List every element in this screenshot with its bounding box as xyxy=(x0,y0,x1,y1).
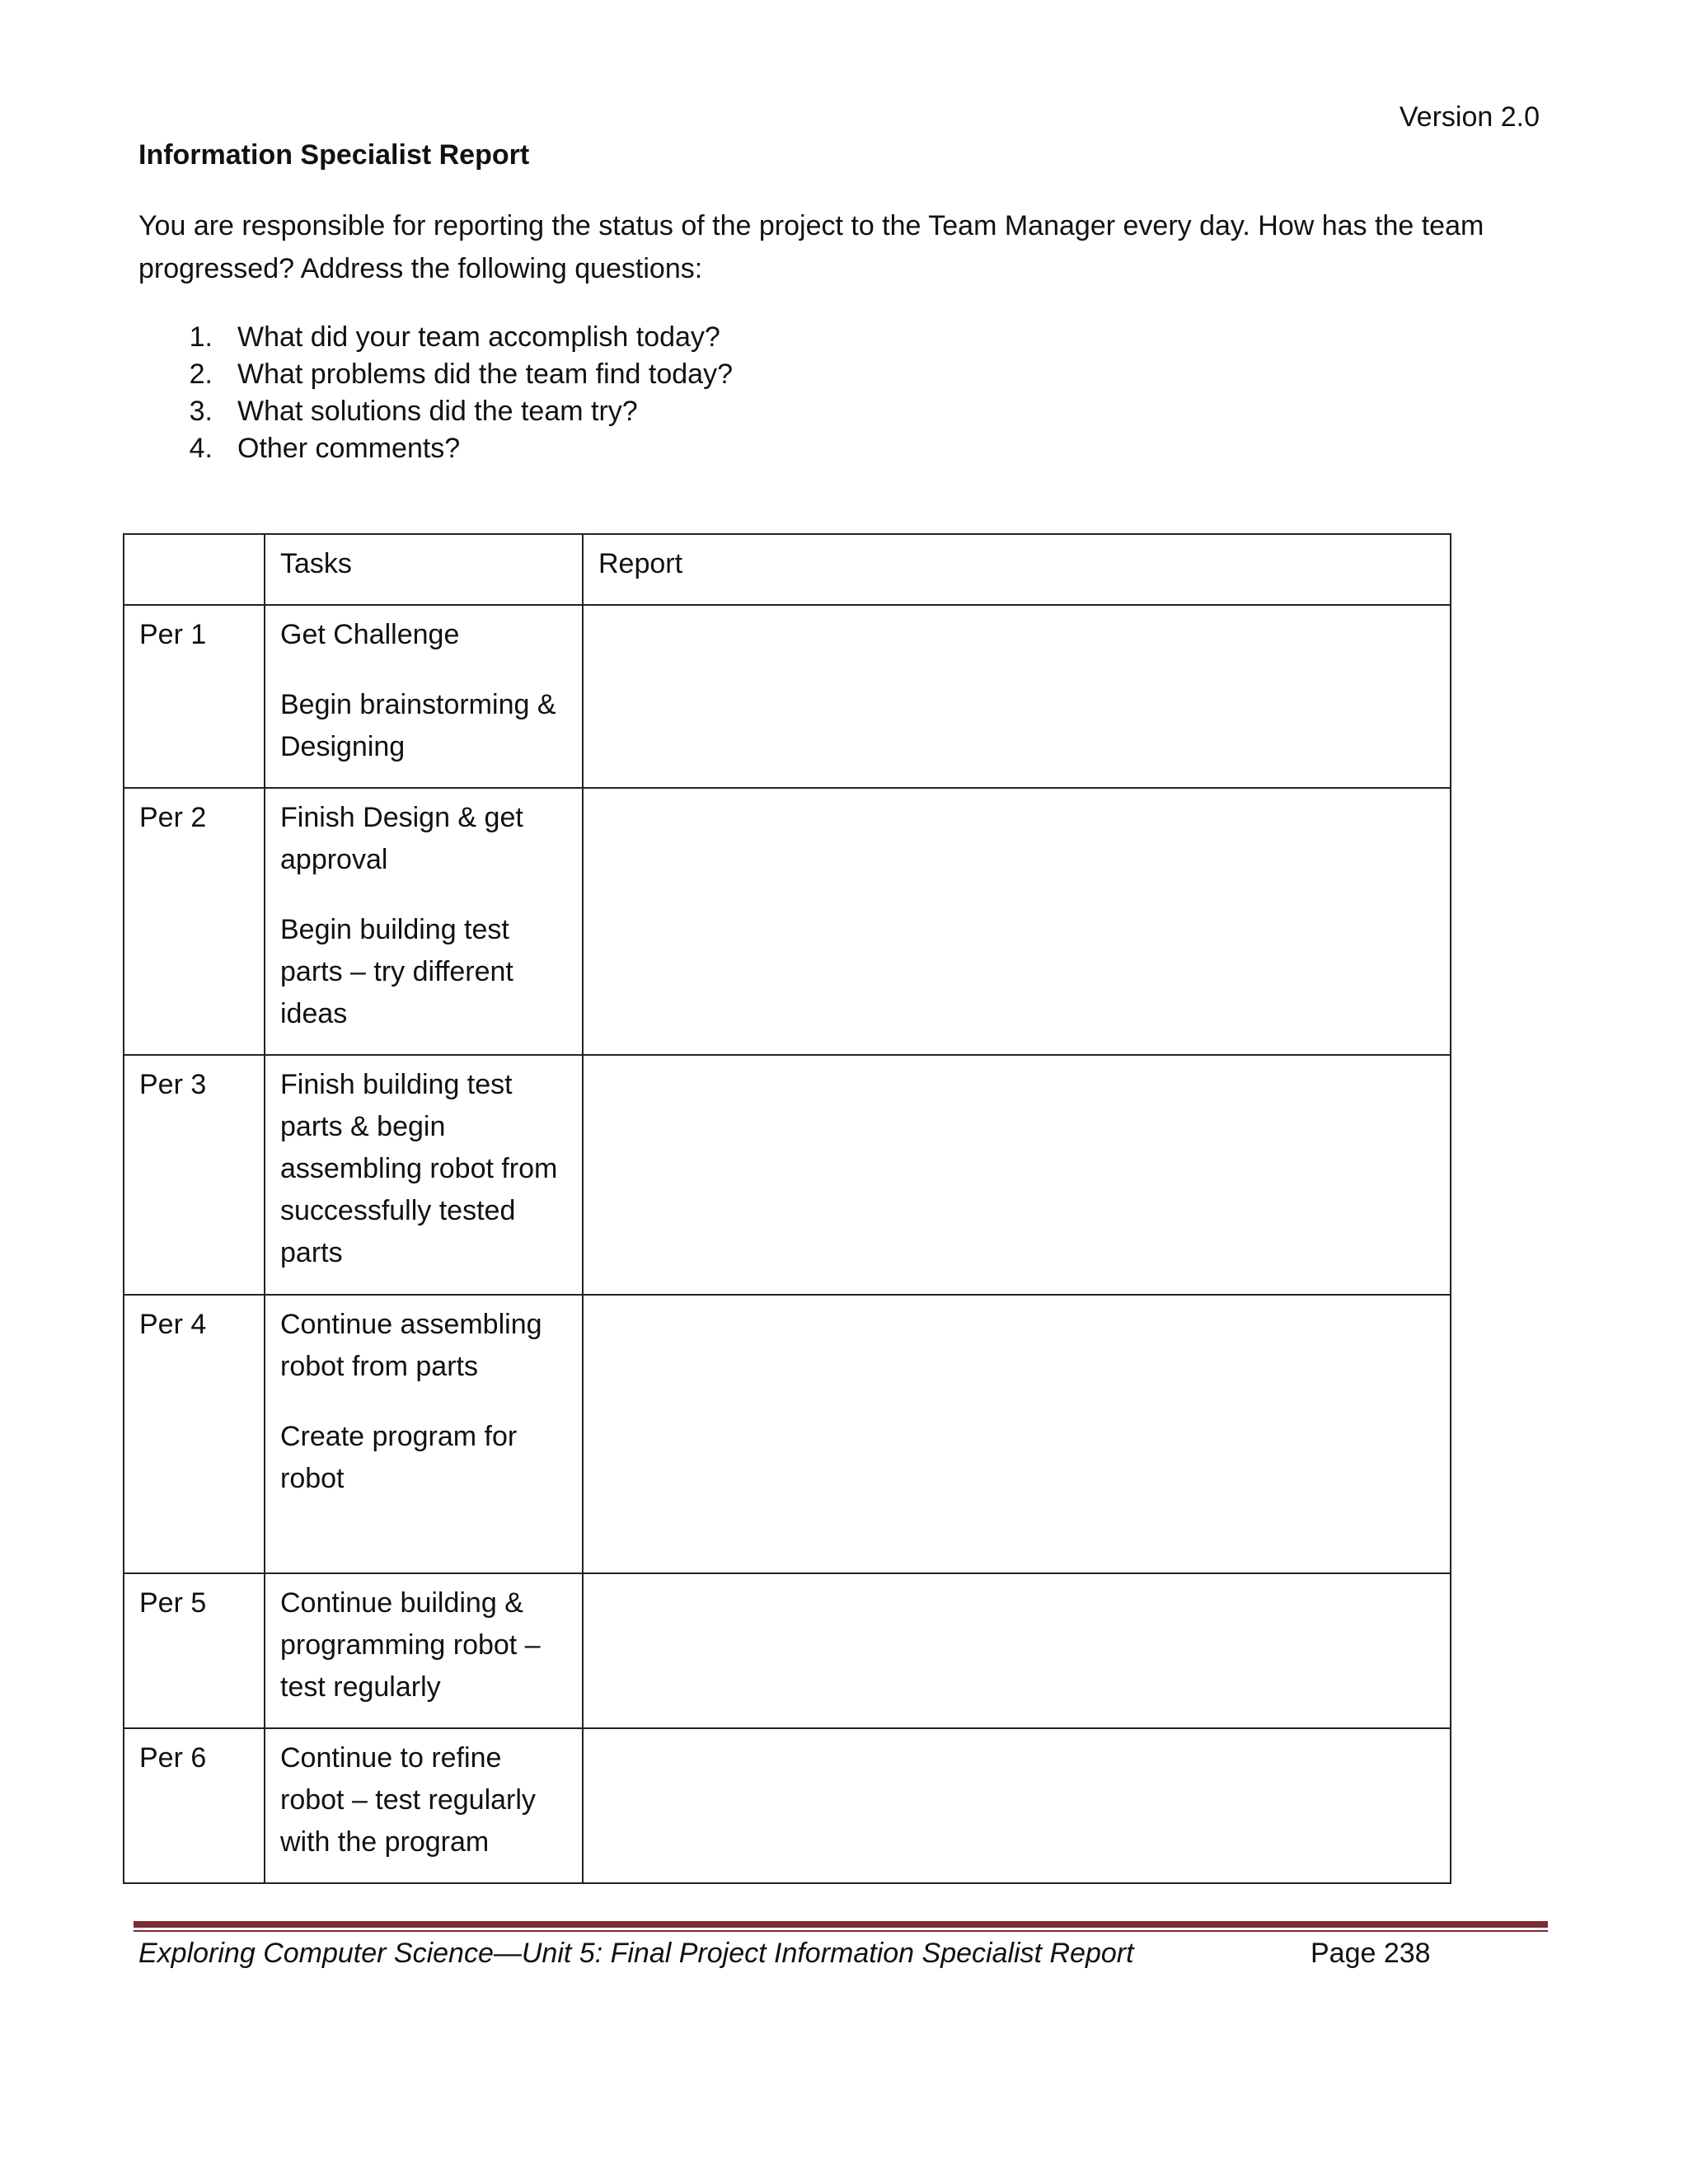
task-text: Finish Design & get approval xyxy=(280,802,523,875)
table-row xyxy=(124,1055,1451,1295)
footer-course-title: Exploring Computer Science—Unit 5: Final Project Information Specialist Report xyxy=(138,1938,1134,1969)
table-row xyxy=(124,1573,1451,1728)
tasks-cell xyxy=(265,1728,583,1883)
question-number: 1. xyxy=(189,321,213,353)
period-cell: Per 5 xyxy=(124,1573,265,1728)
period-cell: Per 4 xyxy=(124,1295,265,1573)
question-item xyxy=(138,393,733,430)
header-cell-tasks: Tasks xyxy=(265,534,583,605)
report-cell[interactable] xyxy=(583,605,1451,788)
period-cell: Per 1 xyxy=(124,605,265,788)
task-text: Create program for robot xyxy=(280,1421,518,1494)
questions-list xyxy=(138,319,733,467)
question-number: 2. xyxy=(189,359,213,390)
task-text: Continue to refine robot – test regularly with the program xyxy=(280,1742,536,1858)
table-header-row xyxy=(124,534,1451,605)
question-text: Other comments? xyxy=(237,433,461,464)
question-item xyxy=(138,319,733,356)
report-cell[interactable] xyxy=(583,788,1451,1055)
tasks-cell xyxy=(265,788,583,1055)
task-text: Begin brainstorming & Designing xyxy=(280,689,556,762)
question-text: What did your team accomplish today? xyxy=(237,321,720,353)
period-cell: Per 3 xyxy=(124,1055,265,1295)
table-row xyxy=(124,605,1451,788)
footer-rule xyxy=(134,1921,1548,1932)
intro-paragraph: You are responsible for reporting the status of the project to the Team Manager every day. How has the team progressed? Address the following questions: xyxy=(138,210,1484,284)
report-table xyxy=(123,533,1451,1884)
report-cell[interactable] xyxy=(583,1295,1451,1573)
tasks-cell xyxy=(265,1295,583,1573)
footer-page-number: Page 238 xyxy=(1311,1938,1431,1969)
tasks-cell xyxy=(265,1573,583,1728)
period-cell: Per 2 xyxy=(124,788,265,1055)
report-cell[interactable] xyxy=(583,1573,1451,1728)
footer-rule-thin xyxy=(134,1930,1548,1932)
task-text: Begin building test parts – try different ideas xyxy=(280,914,513,1029)
table-row xyxy=(124,1295,1451,1573)
report-cell[interactable] xyxy=(583,1728,1451,1883)
task-text: Continue building & programming robot – test regularly xyxy=(280,1587,541,1703)
table-row xyxy=(124,1728,1451,1883)
header-cell-period xyxy=(124,534,265,605)
question-item xyxy=(138,356,733,393)
footer-rule-thick xyxy=(134,1921,1548,1928)
task-text: Continue assembling robot from parts xyxy=(280,1309,542,1382)
question-item xyxy=(138,430,733,467)
question-number: 4. xyxy=(189,433,213,464)
task-text: Get Challenge xyxy=(280,619,460,650)
task-text: Finish building test parts & begin assembling robot from successfully tested parts xyxy=(280,1069,558,1268)
header-cell-report: Report xyxy=(583,534,1451,605)
table-row xyxy=(124,788,1451,1055)
period-cell: Per 6 xyxy=(124,1728,265,1883)
question-text: What solutions did the team try? xyxy=(237,396,638,427)
page-title: Information Specialist Report xyxy=(138,139,530,171)
version-label: Version 2.0 xyxy=(1399,101,1540,133)
tasks-cell xyxy=(265,605,583,788)
report-cell[interactable] xyxy=(583,1055,1451,1295)
question-number: 3. xyxy=(189,396,213,427)
question-text: What problems did the team find today? xyxy=(237,359,733,390)
tasks-cell xyxy=(265,1055,583,1295)
